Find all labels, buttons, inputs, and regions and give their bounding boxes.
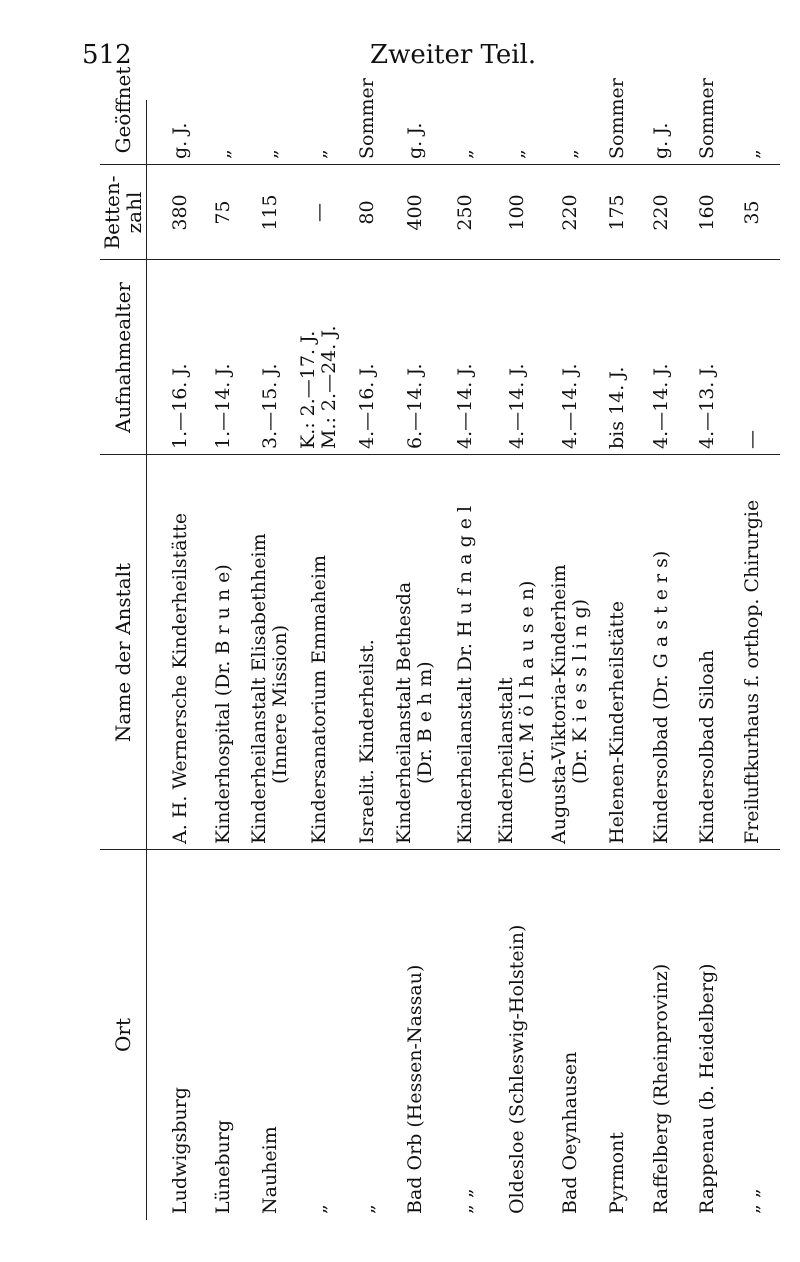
cell-alter-line1: K.: 2.—17. J. (297, 330, 319, 449)
cell-betten: 160 (696, 194, 718, 231)
column-header-betten-line2: zahl (122, 191, 146, 234)
cell-name-line1: Freiluftkurhaus f. orthop. Chirurgie (740, 499, 763, 844)
cell-name (160, 455, 200, 850)
cell-geoeffnet: „ (454, 149, 476, 159)
cell-geoeffnet: „ (506, 149, 528, 159)
cell-geoeffnet: „ (559, 149, 581, 159)
table-container (100, 66, 780, 1220)
cell-name (441, 455, 489, 850)
cell-name (393, 455, 437, 850)
cell-aufnahmealter (203, 260, 243, 455)
table-row (597, 78, 637, 1220)
cell-aufnahmealter (545, 260, 595, 455)
cell-betten: 250 (454, 194, 476, 231)
cell-name-line1: Kinderheilanstalt Dr. H u f n a g e l (453, 505, 476, 844)
table-row (246, 100, 294, 1220)
cell-alter-line1: 4.—14. J. (558, 363, 581, 449)
column-header-name: Name der Anstalt (111, 562, 135, 743)
cell-name-line1: Kindersolbad Siloah (695, 649, 718, 844)
cell-geoeffnet: „ (259, 149, 281, 159)
cell-name-line2: (Dr. K i e s s l i n g) (569, 598, 591, 784)
table-row (203, 100, 243, 1220)
cell-betten: 100 (506, 194, 528, 231)
cell-betten: 80 (356, 200, 378, 225)
cell-name (639, 455, 683, 850)
cell-geoeffnet: Sommer (606, 78, 628, 159)
cell-alter-line1: 4.—16. J. (355, 363, 378, 449)
cell-name (545, 455, 595, 850)
cell-alter-line1: 1.—14. J. (211, 363, 234, 449)
cell-betten: 380 (169, 194, 191, 231)
cell-name (246, 455, 294, 850)
cell-geoeffnet: g. J. (169, 122, 191, 159)
cell-aufnahmealter (597, 260, 637, 455)
column-header-geoeffnet: Geöffnet (111, 66, 135, 154)
cell-betten: 115 (259, 194, 281, 231)
cell-geoeffnet: „ (741, 149, 763, 159)
table-row (297, 100, 341, 1220)
cell-alter-line2: M.: 2.—24. J. (318, 325, 340, 449)
cell-aufnahmealter (492, 260, 542, 455)
cell-name-line1: Israelit. Kinderheilst. (355, 639, 378, 844)
cell-ort: Pyrmont (606, 1132, 628, 1214)
table-row (685, 78, 729, 1220)
cell-name-line1: Augusta-Viktoria-Kinderheim (548, 564, 570, 844)
cell-betten: — (308, 203, 330, 222)
cell-name (685, 455, 729, 850)
cell-name (345, 455, 389, 850)
cell-name-line2: (Innere Mission) (269, 624, 291, 784)
cell-name-line1: Kindersanatorium Emmaheim (307, 555, 330, 844)
cell-aufnahmealter (160, 260, 200, 455)
cell-aufnahmealter (685, 260, 729, 455)
cell-geoeffnet: „ (212, 149, 234, 159)
cell-alter-line1: 4.—14. J. (505, 363, 528, 449)
cell-alter-line1: 4.—14. J. (453, 363, 476, 449)
cell-ort: „ (308, 1204, 330, 1214)
cell-name-line1: A. H. Wernersche Kinderheilstätte (168, 512, 191, 844)
cell-alter-line1: 4.—14. J. (649, 363, 672, 449)
cell-ort: Oldesloe (Schleswig-Holstein) (506, 924, 528, 1214)
page-title: Zweiter Teil. (370, 40, 537, 70)
cell-betten: 175 (606, 194, 628, 231)
cell-ort: Bad Orb (Hessen-Nassau) (404, 964, 426, 1214)
cell-alter-line1: bis 14. J. (605, 366, 628, 449)
column-header-ort: Ort (111, 1018, 135, 1052)
page-number: 512 (82, 40, 132, 70)
cell-ort: Bad Oeynhausen (559, 1051, 581, 1214)
cell-name-line2: (Dr. B e h m) (414, 661, 436, 784)
table-row (492, 100, 542, 1220)
table-row (441, 100, 489, 1220)
cell-alter-line1: 6.—14. J. (403, 363, 426, 449)
cell-name-line1: Kinderheilanstalt Bethesda (393, 581, 415, 844)
cell-betten: 35 (741, 200, 763, 225)
cell-ort: Nauheim (259, 1126, 281, 1214)
cell-ort: Lüneburg (212, 1120, 234, 1214)
cell-alter-line1: 4.—13. J. (695, 363, 718, 449)
cell-name-line2: (Dr. M ö l h a u s e n) (516, 580, 538, 784)
cell-aufnahmealter (246, 260, 294, 455)
cell-name-line1: Kinderheilanstalt Elisabethheim (248, 533, 270, 844)
table-row (545, 100, 595, 1220)
cell-geoeffnet: g. J. (650, 122, 672, 159)
column-header-betten (100, 165, 146, 260)
cell-alter-line1: 1.—16. J. (168, 363, 191, 449)
cell-aufnahmealter (297, 260, 341, 455)
table-row (732, 100, 772, 1220)
cell-name (732, 455, 772, 850)
cell-betten: 75 (212, 200, 234, 225)
cell-name-line1: Kinderheilanstalt (495, 677, 517, 844)
cell-aufnahmealter (441, 260, 489, 455)
data-table (100, 66, 780, 1220)
cell-geoeffnet: Sommer (696, 78, 718, 159)
cell-geoeffnet: „ (308, 149, 330, 159)
column-header-betten-line1: Betten- (100, 175, 124, 250)
cell-name (203, 455, 243, 850)
cell-alter-line1: 3.—15. J. (258, 363, 281, 449)
table-row (393, 100, 437, 1220)
cell-ort: Rappenau (b. Heidelberg) (696, 963, 718, 1214)
cell-betten: 400 (404, 194, 426, 231)
cell-name (297, 455, 341, 850)
table-header-row (100, 66, 147, 1220)
cell-name-line1: Helenen-Kinderheilstätte (605, 600, 628, 844)
cell-name-line1: Kindersolbad (Dr. G a s t e r s) (649, 550, 672, 844)
cell-name (492, 455, 542, 850)
cell-geoeffnet: Sommer (356, 78, 378, 159)
table-row (345, 78, 389, 1220)
table-row (639, 100, 683, 1220)
cell-ort: „ (356, 1204, 378, 1214)
cell-aufnahmealter (639, 260, 683, 455)
cell-ort: „ „ (741, 1188, 763, 1214)
cell-aufnahmealter (732, 260, 772, 455)
cell-betten: 220 (559, 194, 581, 231)
cell-geoeffnet: g. J. (404, 122, 426, 159)
cell-aufnahmealter (393, 260, 437, 455)
cell-name-line1: Kinderhospital (Dr. B r u n e) (211, 564, 234, 844)
cell-ort: Ludwigsburg (169, 1087, 191, 1214)
cell-alter-line1: — (740, 430, 763, 449)
cell-aufnahmealter (345, 260, 389, 455)
cell-name (597, 455, 637, 850)
cell-betten: 220 (650, 194, 672, 231)
column-header-alter: Aufnahmealter (111, 282, 135, 433)
table-row (160, 100, 200, 1220)
cell-ort: „ „ (454, 1188, 476, 1214)
cell-ort: Raffelberg (Rheinprovinz) (650, 963, 672, 1214)
